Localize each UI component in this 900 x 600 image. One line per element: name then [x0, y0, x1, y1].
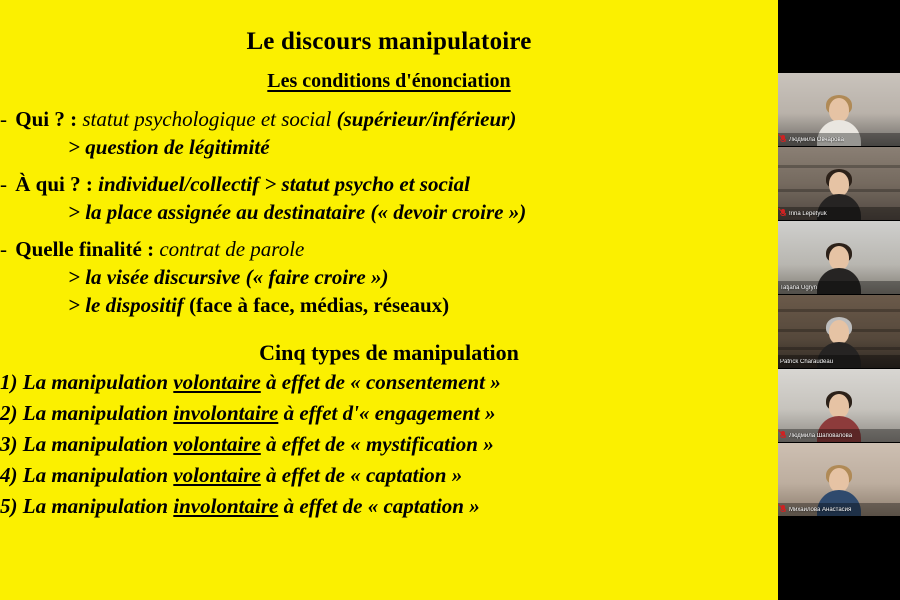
participant-filmstrip[interactable]: [778, 73, 900, 513]
participant-name: Людмила Шаповалова: [789, 432, 853, 439]
list-item: [0, 372, 778, 393]
list-item-keyword: involontaire: [173, 494, 279, 518]
bullet-text-2: (supérieur/inférieur): [336, 107, 517, 131]
bullet-marker: -: [0, 107, 7, 131]
slide-body: [0, 109, 778, 316]
list-item: [0, 496, 778, 517]
list-item-post: à effet de « mystification »: [260, 432, 494, 456]
list-item-keyword: volontaire: [173, 432, 261, 456]
bullet-qui: [0, 109, 778, 130]
subbullet-visee-discursive: [0, 267, 778, 288]
participant-name: Tatjana Ugryn: [780, 284, 818, 291]
list-item-pre: La manipulation: [22, 432, 174, 456]
types-list: [0, 372, 778, 517]
subbullet-text-2: devoir croire: [393, 200, 504, 224]
list-item-post: à effet de « captation »: [278, 494, 480, 518]
list-item-pre: La manipulation: [22, 463, 174, 487]
list-item: [0, 465, 778, 486]
bullet-text: statut psychologique et social: [82, 107, 337, 131]
subbullet-text: la place assignée au destinataire («: [79, 200, 394, 224]
bullet-a-qui: [0, 174, 778, 195]
list-item-number: 5): [0, 494, 18, 518]
list-item-keyword: volontaire: [173, 370, 261, 394]
participant-tile[interactable]: [778, 295, 900, 369]
participant-name: Patrick Charaudeau: [780, 358, 834, 365]
types-heading: Cinq types de manipulation: [259, 340, 519, 365]
bullet-marker: -: [0, 237, 7, 261]
subbullet-place-assignee: [0, 202, 778, 223]
subbullet-dispositif: [0, 295, 778, 316]
participant-tile[interactable]: [778, 443, 900, 517]
participant-name: Irina Lepetyuk: [789, 210, 827, 217]
participant-name: Михайлова Анастасия: [789, 506, 852, 513]
list-item-number: 2): [0, 401, 18, 425]
slide-subtitle: Les conditions d'énonciation: [267, 70, 511, 92]
list-item: [0, 434, 778, 455]
mic-muted-icon: [780, 431, 787, 440]
bullet-finalite: [0, 239, 778, 260]
bullet-label: Quelle finalité :: [15, 237, 160, 261]
subbullet-text-2: (face à face, médias, réseaux): [189, 293, 450, 317]
bullet-label: Qui ? :: [15, 107, 83, 131]
subbullet-marker: >: [68, 135, 80, 159]
subbullet-legitimite: [0, 137, 778, 158]
slide-title: Le discours manipulatoire: [246, 28, 532, 55]
list-item-pre: La manipulation: [22, 401, 174, 425]
subbullet-text: la visée discursive (« faire croire »): [79, 265, 389, 289]
list-item-post: à effet d'« engagement »: [278, 401, 496, 425]
participant-tile[interactable]: [778, 369, 900, 443]
subbullet-marker: >: [68, 265, 80, 289]
subbullet-marker: >: [68, 200, 80, 224]
bullet-marker: -: [0, 172, 7, 196]
list-item-keyword: volontaire: [173, 463, 261, 487]
participant-name: Людмила Овчарова: [789, 136, 844, 143]
list-item-pre: La manipulation: [22, 494, 174, 518]
subbullet-marker: >: [68, 293, 80, 317]
mic-muted-icon: [780, 505, 787, 514]
list-item-pre: La manipulation: [22, 370, 174, 394]
bullet-text-2: > statut psycho et social: [264, 172, 470, 196]
bullet-text: individuel/collectif: [98, 172, 265, 196]
participant-tile[interactable]: [778, 73, 900, 147]
mic-muted-icon: [780, 135, 787, 144]
participant-name-bar: [778, 355, 900, 368]
list-item-post: à effet de « captation »: [260, 463, 463, 487]
list-item-keyword: involontaire: [173, 401, 279, 425]
participant-name-bar: [778, 133, 900, 146]
participant-tile[interactable]: [778, 147, 900, 221]
video-panel-bottom-gap: [778, 513, 900, 600]
list-item-number: 1): [0, 370, 18, 394]
participant-name-bar: [778, 207, 900, 220]
subbullet-text: question de légitimité: [79, 135, 270, 159]
bullet-label: À qui ? :: [15, 172, 99, 196]
participant-tile[interactable]: [778, 221, 900, 295]
mic-muted-icon: [780, 209, 787, 218]
participant-name-bar: [778, 503, 900, 516]
list-item: [0, 403, 778, 424]
list-item-number: 4): [0, 463, 18, 487]
participant-name-bar: [778, 281, 900, 294]
list-item-number: 3): [0, 432, 18, 456]
subbullet-text: le dispositif: [79, 293, 190, 317]
list-item-post: à effet de « consentement »: [260, 370, 501, 394]
bullet-text: contrat de parole: [159, 237, 305, 261]
participant-name-bar: [778, 429, 900, 442]
video-panel-top-gap: [778, 0, 900, 73]
subbullet-text-3: »): [503, 200, 527, 224]
